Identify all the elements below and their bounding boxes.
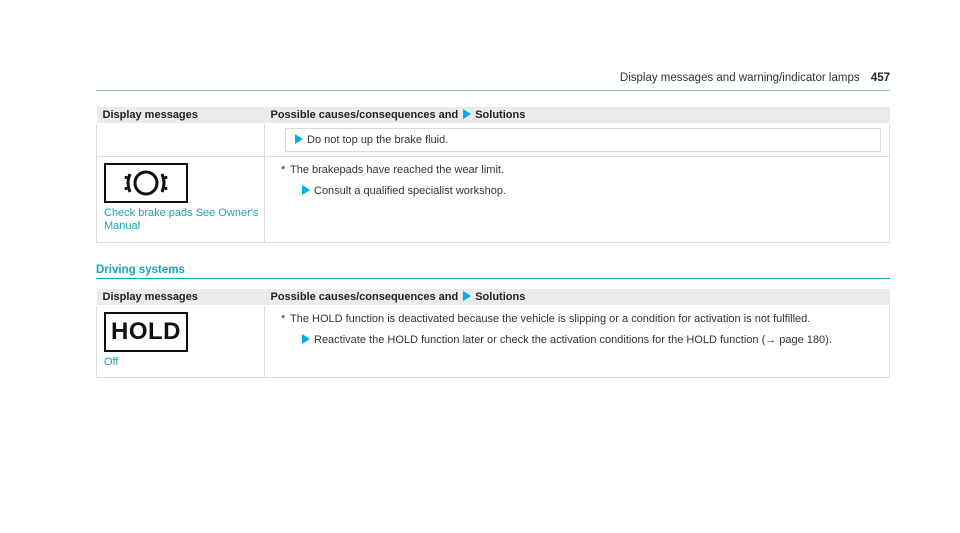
driving-systems-table xyxy=(96,289,890,378)
arrow-right-icon xyxy=(463,291,471,301)
continued-step-box xyxy=(285,128,881,152)
arrow-right-icon xyxy=(295,134,303,144)
step-text: Reactivate the HOLD function later or check the activation conditions for the HOLD function (→ page 180). xyxy=(314,334,832,346)
page-header xyxy=(96,72,890,90)
column-header-causes xyxy=(265,107,890,124)
brake-messages-table xyxy=(96,107,890,243)
column-header-causes-label: Possible causes/consequences and xyxy=(270,109,459,121)
cause-text: The HOLD function is deactivated because the vehicle is slipping or a condition for activation is not fulfilled. xyxy=(290,313,811,325)
page-header-title: Display messages and warning/indicator lamps xyxy=(619,72,860,84)
section-title: Driving systems xyxy=(96,264,185,276)
hold-icon xyxy=(104,312,188,352)
brake-pad-wear-icon xyxy=(104,163,188,203)
solution-step xyxy=(297,184,881,198)
cause-marker: * xyxy=(281,313,286,325)
column-header-solutions-label: Solutions xyxy=(475,291,526,303)
brake-pad-wear-icon-graphic xyxy=(106,165,186,201)
display-message-text: Off xyxy=(104,356,119,368)
hold-icon-label: HOLD xyxy=(111,318,181,345)
table-row xyxy=(97,306,890,378)
arrow-right-icon xyxy=(463,109,471,119)
column-header-display-messages: Display messages xyxy=(97,289,265,306)
arrow-right-icon xyxy=(302,185,310,195)
cause-text-row xyxy=(281,312,881,326)
arrow-right-icon xyxy=(302,334,310,344)
table-header-row xyxy=(97,289,890,306)
column-header-display-messages: Display messages xyxy=(97,107,265,124)
message-cell xyxy=(97,306,265,378)
message-cell xyxy=(97,157,265,243)
message-cell-empty xyxy=(97,124,265,157)
column-header-causes xyxy=(265,289,890,306)
cause-marker: * xyxy=(281,164,286,176)
header-rule xyxy=(96,90,890,91)
solution-cell xyxy=(265,157,890,243)
display-message-text: Check brake pads See Owner's Manual xyxy=(104,207,259,232)
table-row xyxy=(97,157,890,243)
column-header-causes-label: Possible causes/consequences and xyxy=(270,291,459,303)
page-number: 457 xyxy=(870,72,890,84)
table-row xyxy=(97,124,890,157)
column-header-solutions-label: Solutions xyxy=(475,109,526,121)
solution-cell xyxy=(265,124,890,157)
table-header-row xyxy=(97,107,890,124)
cause-text: The brakepads have reached the wear limit. xyxy=(290,164,505,176)
step-text: Do not top up the brake fluid. xyxy=(307,134,449,146)
solution-cell xyxy=(265,306,890,378)
solution-step xyxy=(297,333,881,347)
section-rule xyxy=(96,278,890,279)
step-text: Consult a qualified specialist workshop. xyxy=(314,185,506,197)
cause-text-row xyxy=(281,163,881,177)
